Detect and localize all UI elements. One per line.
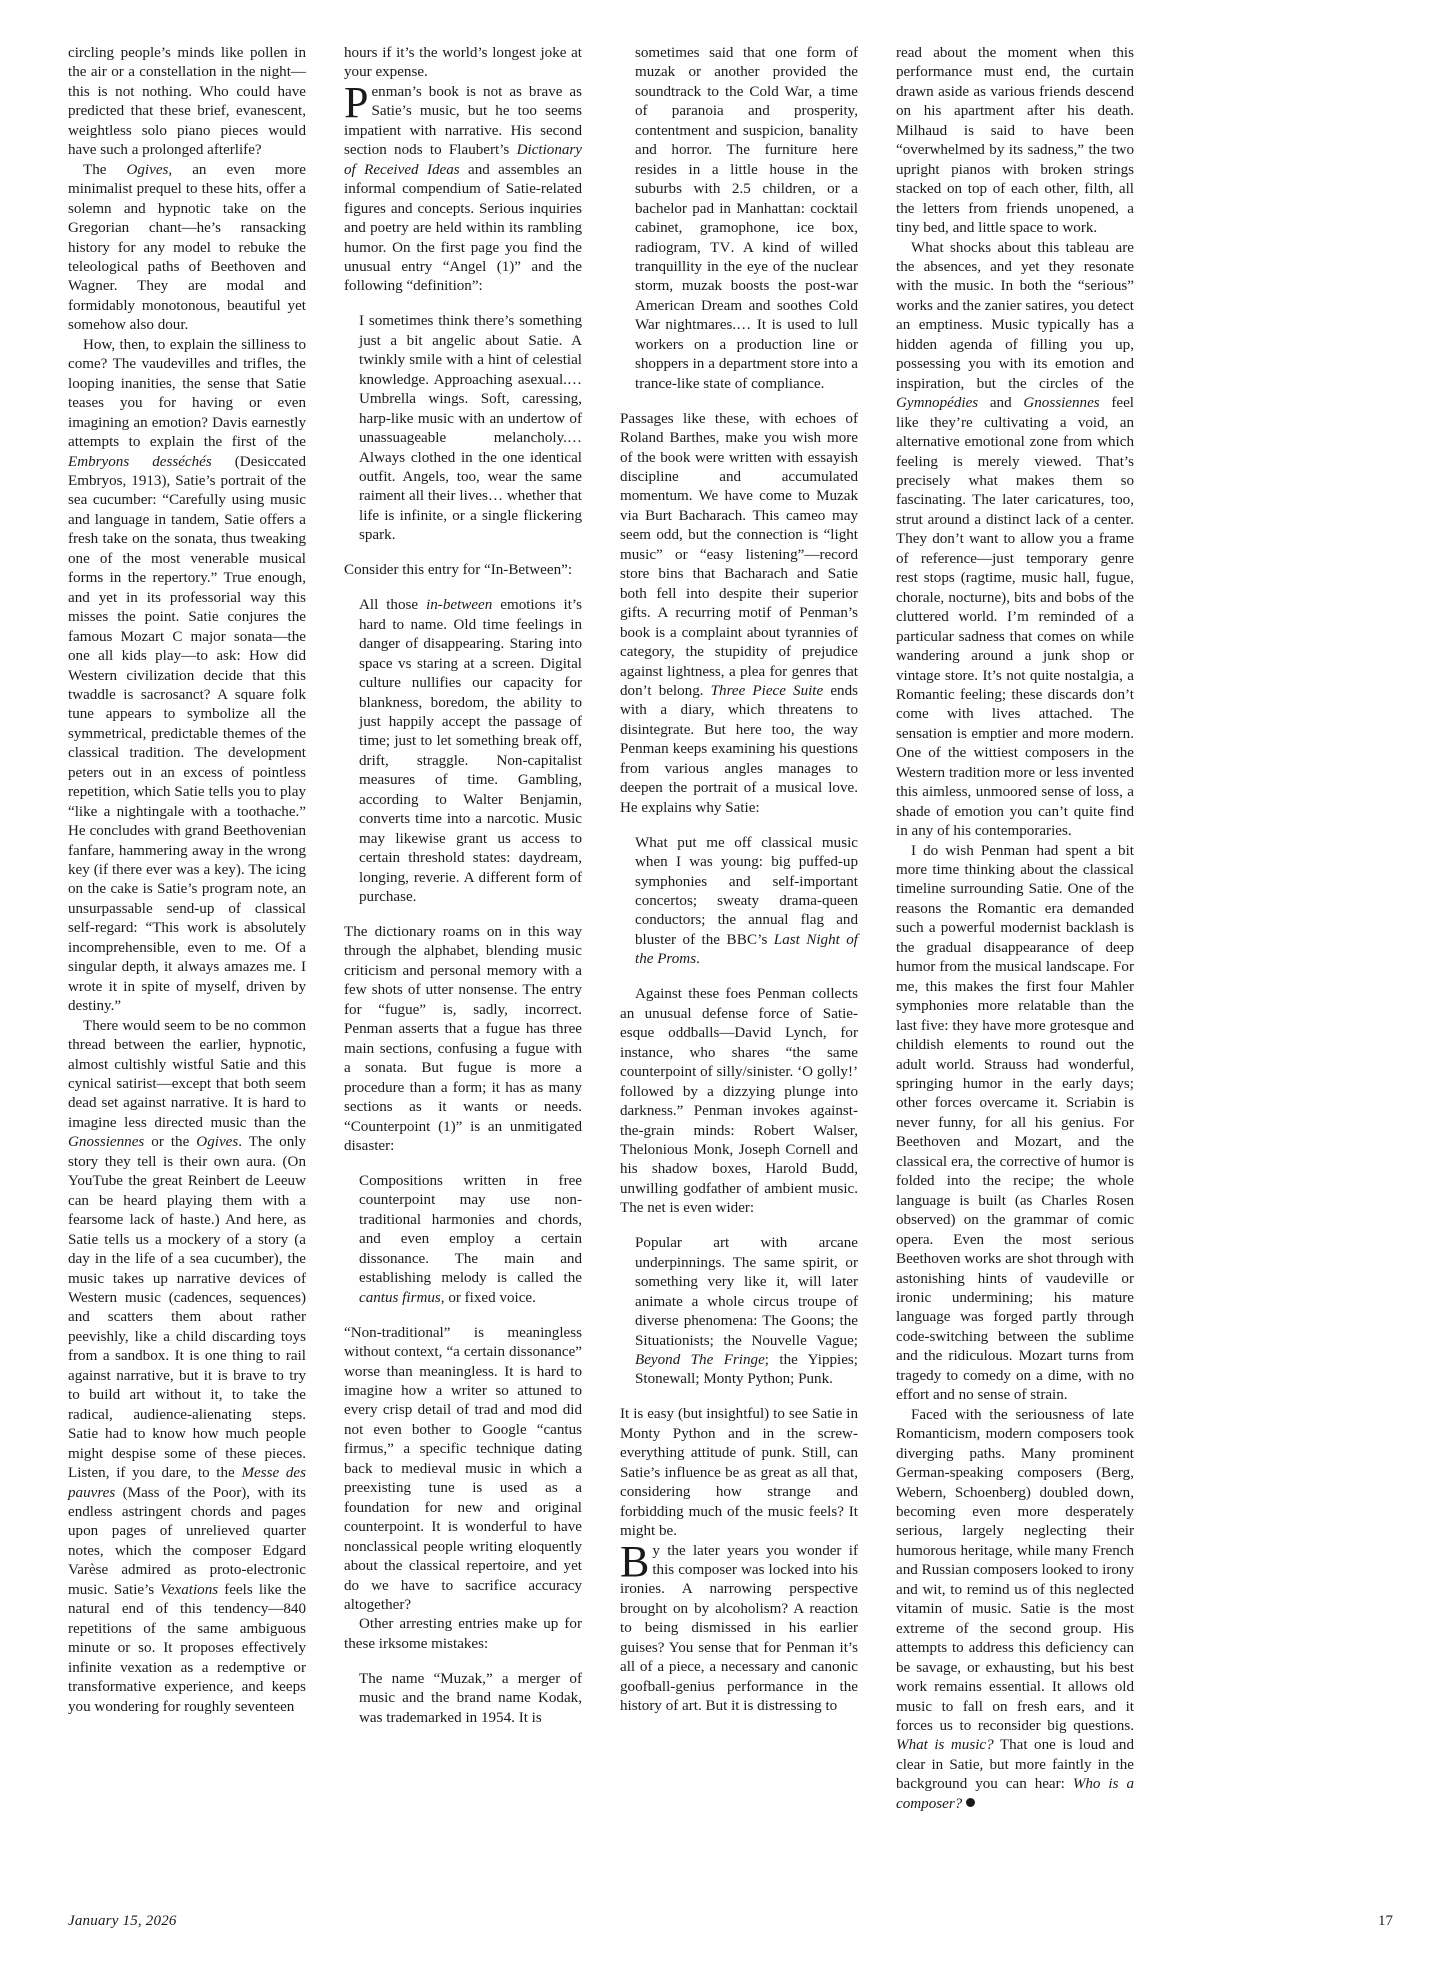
text-run: ends with a diary, which threatens to disintegrate. But here too, the way Penman keeps examining his questions from various angles manages to deepen the portrait of a musical love. He explains why Satie: (620, 683, 858, 816)
text-run: That one is loud and clear in Satie, but more faintly in the background you can hear: (896, 1737, 1134, 1793)
article-columns (68, 44, 1393, 1834)
footer-page-number: 17 (1378, 1913, 1393, 1929)
italic-run: Dictionary of Received Ideas (344, 142, 582, 178)
italic-run: Last Night of the Proms (635, 931, 858, 968)
text-column-2 (344, 44, 582, 1744)
italic-run: Who is a composer? (896, 1776, 1134, 1812)
text-column-1 (68, 44, 306, 1717)
italic-run: Three Piece Suite (710, 683, 824, 699)
text-run: What shocks about this tableau are the absences, and yet they resonate with the music. In both the “serious” works and the zanier satires, you detect an emptiness. Music typically has a hidden agenda of filling you up, possessing you with its emotion and inspiration, but the circles of the (896, 239, 1134, 392)
text-run: What put me off classical music when I was young: big puffed-up symphonies and self-important concertos; sweaty drama-queen conductors; the annual flag and bluster of the (635, 834, 858, 948)
footer-issue-date: January 15, 2026 (68, 1913, 177, 1929)
block-quote (359, 1172, 582, 1308)
paragraph-continued: read about the moment when this performance must end, the curtain drawn aside as various friends descend on his apartment after his death. Milhaud is said to have been “overwhelmed by its sadness,” the two upright pianos with broken strings stacked on top of each other, filth, all the letters from friends unopened, a tiny bed, and little space to work. (896, 45, 1134, 237)
paragraph (68, 336, 306, 1017)
paragraph (620, 410, 858, 819)
text-run: The (83, 161, 127, 178)
block-quote: I sometimes think there’s something just a bit angelic about Satie. A twinkly smile with a hint of celestial knowledge. Approaching asexual.… Umbrella wings. Soft, caressing, harp-like music with an undertow of unassuageable melancholy.… Always clothed in the one identical outfit. Angels, too, wear the same raiment all their lives… whether that life is infinite, or a single flickering spark. (359, 313, 582, 544)
drop-cap-letter: P (344, 82, 369, 127)
text-run: feel like they’re cultivating a void, an alternative emotional zone from which feeling is merely viewed. That’s precisely what makes them so fascinating. The later caricatures, too, strut around a distinct lack of a center. They don’t want to allow you a frame of reference—just temporary genre rest stops (ragtime, music hall, fugue, chorale, nocturne), bits and bobs of the cluttered world. I’m reminded of a particular sadness that comes on while wandering around a junk shop or vintage store. It’s not quite nostalgia, a Romantic feeling; these discards don’t come with lives attached. The sensation is emptier and more modern. One of the wittiest composers in the Western tradition more or less invented this aimless, unmoored sense of loss, a shade of emotion you can’t quite find in any of his contemporaries. (896, 395, 1134, 840)
text-run: or the (144, 1134, 197, 1151)
block-quote (635, 1234, 858, 1390)
paragraph-continued: circling people’s minds like pollen in the air or a constellation in the night—this is not nothing. Who could have predicted that these brief, evanescent, weightless solo piano pieces would have such a prolonged afterlife? (68, 45, 306, 159)
paragraph: I do wish Penman had spent a bit more time thinking about the classical timeline surrounding Satie. One of the reasons the Romantic era demanded such a powerful modernist backlash is the gradual disappearance of deep humor from the musical landscape. For me, this makes the first four Mahler symphonies more relatable than the last five: they have more grotesque and childish elements to round out the adult world. Strauss had wonderful, springing humor in the early days; other forces overcame it. Scriabin is never funny, for all his genius. For Beethoven and Mozart, and the classical era, the corrective of humor is folded into the recipe; the whole language is built (as Charles Rosen observed) on the grammar of comic opera. Even the most serious Beethoven works are shot through with astonishing hints of vaudeville or ironic undermining; his mature language was forged partly through code-switching between the sublime and the ridiculous. Mozart turns from tragedy to comedy on a dime, with no effort and no sense of strain. (896, 842, 1134, 1404)
paragraph (344, 923, 582, 1156)
dropcap-body (344, 84, 582, 295)
text-column-4 (896, 44, 1134, 1814)
text-run: , or fixed voice. (440, 1289, 536, 1306)
text-run: ’s (757, 931, 774, 948)
end-mark-bullet-icon (966, 1798, 975, 1807)
dropcap-body (620, 1543, 858, 1715)
text-run: enman’s book is not as brave as Satie’s music, but he too seems impatient with narrative. His second section nods to Flaubert’s (344, 83, 582, 159)
text-run: Against these foes Penman collects an unusual defense force of Satie-esque oddballs—David Lynch, for instance, who shares “the same counterpoint of silly/sinister. ‘O golly!’ followed by a dizzying plunge into darkness.” Penman invokes against-the-grain minds: Robert Walser, Thelonious Monk, Joseph Cornell and his shadow boxes, Harold Budd, unwilling godfather of ambient music. The net is even wider: (620, 986, 858, 1217)
paragraph-final (896, 1406, 1134, 1815)
text-run: Passages like these, with echoes of Roland Barthes, make you wish more of the book were written with essayish discipline and accumulated momentum. We have come to Muzak via Burt Bacharach. This cameo may seem odd, but the connection is “light music” or “easy listening”—record store bins that Bacharach and Satie both fell into despite their superior gifts. A recurring motif of Penman’s book is a complaint about tyrannies of category, the stupidity of prejudice against lightness, a plea for genres that don’t belong. (620, 410, 858, 699)
text-run: y the later years you wonder if this composer was locked into his ironies. A narrowing perspective brought on by alcoholism? A reaction to being dismissed in his earlier guises? You sense that for Penman it’s all of a piece, a necessary and canonic goofball-genius performance in the history of art. But it is distressing to (620, 1542, 858, 1715)
block-quote-continued (635, 44, 858, 394)
text-run: and assembles an informal compendium of Satie-related figures and concepts. Serious inquiries and poetry are held within its rambling humor. On the first page you find the unusual entry “Angel (1)” and the following “definition”: (344, 161, 582, 295)
text-run: There would seem to be no common thread between the earlier, hypnotic, almost cultishly wistful Satie and this cynical satirist—except that both seem dead set against narrative. It is hard to imagine less directed music than the (68, 1017, 306, 1131)
italic-run: Gymnopédies (896, 395, 979, 412)
italic-run: Messe des pauvres (68, 1465, 306, 1501)
block-quote (359, 596, 582, 907)
small-caps-run: BBC (726, 931, 758, 948)
italic-run: cantus firmus (359, 1289, 441, 1306)
text-run: All those (359, 597, 427, 614)
paragraph-with-dropcap (344, 83, 582, 297)
text-run: Faced with the seriousness of late Romanticism, modern composers took diverging paths. Many prominent German-speaking composers (Berg, Webern, Schoenberg) doubled down, becoming even more desperately serious, largely neglecting their humorous heritage, while many French and Russian composers looked to irony and wit, to remind us of this neglected vitamin of music. Satie is the most extreme of the second group. His attempts to address this deficiency can be savage, or exhausting, but his best work remains essential. It allows old music to fall on fresh ears, and it forces us to reconsider big questions. (896, 1406, 1134, 1734)
block-quote: The name “Muzak,” a merger of music and the brand name Kodak, was trademarked in 1954. It is (359, 1670, 582, 1726)
italic-run: Vexations (160, 1581, 219, 1598)
paragraph-with-dropcap (620, 1542, 858, 1717)
paragraph: Consider this entry for “In-Between”: (344, 562, 573, 579)
text-run: , an even more minimalist prequel to these hits, offer a solemn and hypnotic take on the Gregorian chant—he’s ransacking history for any model to rebuke the teleological paths of Beethoven and Wagner. They are modal and formidably monotonous, beautiful yet somehow also dour. (68, 161, 306, 334)
italic-run: Gnossiennes (68, 1134, 145, 1151)
text-run: feels like the natural end of this tendency—840 repetitions of the same ambiguous minute or so. It proposes effectively infinite vexation as a redemptive or transformative experience, and keeps you wondering for roughly seventeen (68, 1581, 307, 1715)
text-run: . The only story they tell is their own aura. (On YouTube the great Reinbert de Leeuw can be heard playing them with a fearsome lack of haste.) And here, as Satie tells us a mockery of a story (a day in the life of a sea cucumber), the music takes up narrative devices of Western music (cadences, sequences) and scatters them about rather peevishly, like a child discarding toys from a sandbox. It is one thing to rail against narrative, but it is brave to try to build art without it, to take the radical, audience-alienating steps. Satie had to know how much people might despise some of these pieces. Listen, if you dare, to the (68, 1134, 306, 1482)
paragraph (68, 1017, 306, 1717)
text-run: . (696, 951, 700, 968)
block-quote (635, 834, 858, 970)
paragraph: “Non-traditional” is meaningless without context, “a certain dissonance” worse than meaningless. It is hard to imagine how a writer so attuned to every crisp detail of trad and mod did not even bother to Google “cantus firmus,” a specific technique dating back to medieval music in which a preexisting tune is used as a foundation for new and original counterpoint. It is wonderful to have nonclassical people writing eloquently about the classical repertoire, and yet do we have to sacrifice accuracy altogether? (344, 1324, 582, 1613)
paragraph (620, 985, 858, 1218)
paragraph: It is easy (but insightful) to see Satie in Monty Python and in the screw-everything attitude of punk. Still, can Satie’s influence be as great as all that, considering how strange and forbidding much of the music feels? It might be. (620, 1406, 858, 1540)
text-run: . A kind of willed tranquillity in the eye of the nuclear storm, muzak boosts the post-war American Dream and soothes Cold War nightmares.… It is used to lull workers on a production line or shoppers in a department store into a trance-like state of compliance. (635, 239, 858, 392)
text-run: ; the Yippies; Stonewall; Monty Python; Punk. (635, 1352, 858, 1388)
italic-run: Gnossiennes (1023, 395, 1100, 412)
final-text (896, 1407, 1134, 1812)
drop-cap-letter: B (620, 1541, 650, 1586)
italic-run: Beyond The Fringe (635, 1352, 765, 1368)
text-run: Compositions written in free counterpoint may use non-traditional harmonies and chords, and even employ a certain dissonance. The main and establishing melody is called the (359, 1172, 582, 1287)
text-run: How, then, to explain the silliness to come? The vaudevilles and trifles, the looping inanities, the sense that Satie teases you for having or even imagining an emotion? Davis earnestly attempts to explain the first of the (68, 336, 306, 451)
paragraph-continued: hours if it’s the world’s longest joke at your expense. (344, 45, 582, 81)
text-run: (Desiccated Embryos, 1913), Satie’s portrait of the sea cucumber: “Carefully using music and language in tandem, Satie offers a fresh take on the sonata, thus tweaking one of the most venerable musical forms in the repertory.” True enough, and yet in its professorial way this misses the point. Satie conjures the famous Mozart C major sonata—the one all kids play—to ask: How did Western civilization decide that this twaddle is sacrosanct? A square folk tune appears to symbolize all the symmetrical, predictable themes of the classical tradition. The development peters out in an excess of pointless repetition, which Satie tells you to play “like a nightingale with a toothache.” He concludes with grand Beethovenian fanfare, hammering away in the wrong key (if there ever was a key). The icing on the cake is Satie’s program note, an unsurpassable send-up of classical self-regard: “This work is absolutely incomprehensible, even to me. Of a singular depth, it always amazes me. I wrote it in spite of myself, driven by destiny.” (68, 453, 306, 1015)
paragraph (68, 161, 306, 336)
text-run: emotions it’s hard to name. Old time feelings in danger of disappearing. Staring into space vs staring at a screen. Digital culture nullifies our capacity for blankness, boredom, the ability to just happily accept the passage of time; just to let something break off, drift, straggle. Non-capitalist measures of time. Gambling, according to Walter Benjamin, converts time into a narcotic. Music may likewise grant us access to certain threshold states: daydream, longing, reverie. A different form of purchase. (359, 597, 582, 906)
small-caps-run: TV (710, 239, 731, 256)
page-footer (68, 1913, 1393, 1930)
paragraph: Other arresting entries make up for these irksome mistakes: (344, 1616, 582, 1652)
italic-title: Embryons desséchés (68, 453, 212, 470)
text-run: and (978, 395, 1024, 412)
italic-title: Ogives (126, 161, 169, 178)
text-run: (Mass of the Poor), with its endless astringent chords and pages upon pages of unrelieved quarter notes, which the composer Edgard Varèse admired as proto-electronic music. Satie’s (68, 1484, 306, 1598)
text-column-3 (620, 44, 858, 1717)
italic-run: in-between (426, 597, 493, 614)
text-run: Popular art with arcane underpinnings. The same spirit, or something very like it, will later animate a whole circus troupe of diverse phenomena: The Goons; the Situationists; the Nouvelle Vague; (635, 1235, 858, 1349)
italic-run: What is music? (896, 1737, 994, 1754)
text-run: sometimes said that one form of muzak or another provided the soundtrack to the Cold War, a time of paranoia and prosperity, contentment and suspicion, banality and horror. The furniture here resides in a little house in the suburbs with 2.5 children, or a bachelor pad in Manhattan: cocktail cabinet, gramophone, ice box, radiogram, (635, 45, 858, 256)
text-run: The dictionary roams on in this way through the alphabet, blending music criticism and personal memory with a few shots of utter nonsense. The entry for “fugue” is, sadly, incorrect. Penman asserts that a fugue has three main sections, confusing a fugue with a sonata. But fugue is more a procedure than a form; it has as many sections as it wants or needs. “Counterpoint (1)” is an unmitigated disaster: (344, 924, 582, 1155)
paragraph (896, 239, 1134, 842)
italic-run: Ogives (196, 1134, 239, 1151)
